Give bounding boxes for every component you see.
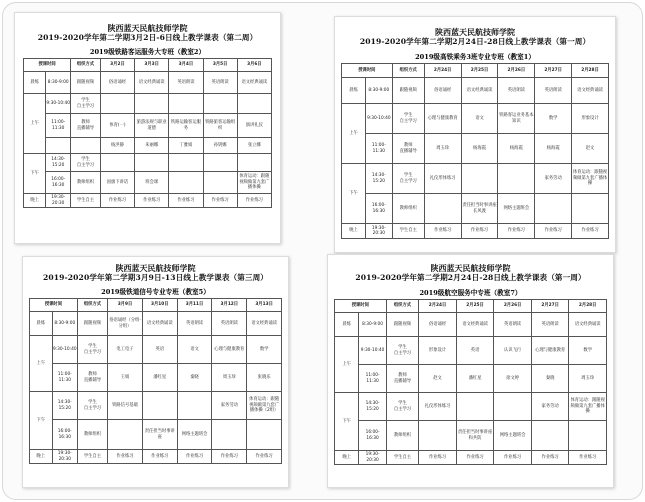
table-cell: 俗语诵经（分组·分组） [108, 312, 143, 336]
table-header-row [24, 59, 272, 72]
table-cell: 16:00-16:30 [366, 194, 393, 224]
term-title: 2019-2020学年第二学期3月9日-13日线上教学课表（第三周） [43, 273, 268, 282]
table-cell: 教师 直播辅导 [392, 134, 424, 164]
table-header-row [30, 299, 282, 312]
schedule-table [341, 63, 609, 239]
table-cell [100, 154, 134, 172]
table-cell: 19:30-20:30 [359, 451, 386, 465]
table-cell: 朱丽娜 [135, 138, 169, 154]
table-cell: 语文经典诵读 [142, 312, 177, 336]
table-cell: 形象设计 [419, 337, 457, 365]
table-row [335, 393, 607, 421]
table-cell: 作业练习 [461, 224, 498, 239]
table-cell: 学生自主 [77, 450, 107, 464]
table-cell: 上午 [30, 336, 53, 392]
table-cell: 英语朗读 [203, 72, 237, 94]
table-cell [177, 392, 212, 420]
table-cell [494, 393, 532, 421]
table-cell: 教师组织 [77, 420, 107, 450]
header-cell: 3月6日 [237, 59, 271, 72]
table-cell: 英语朗读 [535, 78, 572, 104]
table-cell: 19:30-20:30 [52, 450, 77, 464]
term-title: 2019-2020学年第二学期2月24日-28日线上教学课表（第一周） [355, 273, 586, 282]
header-cell: 3月5日 [203, 59, 237, 72]
table-cell: 杨洪静 [100, 138, 134, 154]
header-cell: 组织方式 [392, 64, 424, 78]
table-cell: 体育运动：跟随视频做第九套广播体操（2组） [247, 392, 282, 420]
schedule-table [29, 298, 282, 464]
table-cell: 铁路旅客运输组织 [203, 114, 237, 138]
table-cell: 作业练习 [572, 224, 609, 239]
table-cell: 学生 自主学习 [392, 164, 424, 194]
document-header [23, 257, 288, 283]
table-cell: 作业练习 [108, 450, 143, 464]
table-cell: 铁路信号基础 [108, 392, 143, 420]
table-cell: 秦晓 [531, 365, 569, 393]
table-header-row [335, 300, 607, 313]
table-row [342, 194, 609, 224]
table-cell: 语文经典诵读 [456, 313, 494, 337]
table-cell: 铁路运输客运服务 [169, 114, 203, 138]
table-cell: 晨练 [342, 78, 366, 104]
table-cell: 家务劳动 [531, 393, 569, 421]
table-cell: 心理与健康教育 [212, 336, 247, 364]
schedule-document-week1-class7 [327, 254, 614, 488]
table-cell [535, 194, 572, 224]
schedule-table [334, 299, 607, 465]
table-cell: 周玉珍 [569, 365, 607, 393]
header-cell: 授课时间 [24, 59, 71, 72]
table-cell: 下午 [24, 154, 46, 194]
table-cell: 作业练习 [212, 450, 247, 464]
table-cell: 19:30-20:30 [46, 194, 71, 208]
table-cell: 上午 [342, 104, 366, 164]
table-cell: 英语朗读 [212, 312, 247, 336]
table-cell: 晨练 [24, 72, 46, 94]
table-row [24, 138, 272, 154]
school-name: 陕西蓝天民航技师学院 [430, 263, 511, 273]
document-header [335, 17, 615, 47]
header-cell: 3月12日 [212, 299, 247, 312]
term-title: 2019-2020学年第二学期3月2日-6日线上教学课表（第二周） [37, 33, 258, 42]
table-cell: 认识飞行 [494, 337, 532, 365]
table-cell: 潘红星 [142, 364, 177, 392]
table-cell: 教师组织 [71, 172, 101, 194]
table-cell: 跟随视频 [392, 78, 424, 104]
table-cell: 秦晓 [177, 364, 212, 392]
table-row [342, 134, 609, 164]
table-cell: 作业练习 [247, 450, 282, 464]
table-cell: 9:30-10:40 [52, 336, 77, 364]
table-cell: 语文经典诵读 [461, 78, 498, 104]
table-cell: 潘红星 [456, 365, 494, 393]
table-cell: 9:30-10:40 [46, 94, 71, 114]
table-row [24, 72, 272, 94]
table-cell: 16:00-16:30 [52, 420, 77, 450]
table-row [342, 104, 609, 134]
table-cell: 数学 [569, 337, 607, 365]
table-cell: 数学 [535, 104, 572, 134]
table-cell: 晚上 [30, 450, 53, 464]
table-cell: 语文经典诵读 [572, 78, 609, 104]
header-cell: 2月28日 [572, 64, 609, 78]
class-subtitle: 2019级铁路客运服务大专班（教室2） [89, 48, 206, 56]
table-cell [142, 392, 177, 420]
table-cell: 9:30-10:40 [359, 337, 386, 365]
table-cell: 学生 自主学习 [386, 393, 419, 421]
header-cell: 2月26日 [494, 300, 532, 313]
table-cell: 责任担当时事讲座长风渡 [461, 194, 498, 224]
table-cell: 赵文 [572, 134, 609, 164]
table-cell: 俗语诵经 [424, 78, 461, 104]
table-cell [46, 138, 71, 154]
table-cell: 学生 自主学习 [77, 336, 107, 364]
table-cell: 14:30-15:20 [359, 393, 386, 421]
header-cell: 3月13日 [247, 299, 282, 312]
table-cell: 14:30-15:20 [46, 154, 71, 172]
table-cell: 作业练习 [498, 224, 535, 239]
table-cell: 11:00-11:30 [46, 114, 71, 138]
table-cell [572, 194, 609, 224]
table-cell: 教师组织 [386, 421, 419, 451]
table-cell: 张晓乐 [247, 364, 282, 392]
table-cell [135, 94, 169, 114]
table-cell [456, 393, 494, 421]
schedule-table [23, 58, 272, 208]
table-cell: 作业练习 [535, 224, 572, 239]
schedule-document-week1-class1 [334, 16, 616, 253]
table-cell: 学生自主 [392, 224, 424, 239]
table-cell: 心理与健康教育 [531, 337, 569, 365]
table-cell [108, 420, 143, 450]
table-cell: 班会课 [135, 172, 169, 194]
table-cell: 心理与健康教育 [424, 104, 461, 134]
table-row [335, 337, 607, 365]
table-cell: 家务劳动 [535, 164, 572, 194]
table-cell: 铁路客运业务基本知识 [498, 104, 535, 134]
table-cell: 数学 [247, 336, 282, 364]
table-cell: 作业练习 [169, 194, 203, 208]
table-cell: 作业练习 [531, 451, 569, 465]
table-cell: 8:30-9:00 [52, 312, 77, 336]
school-name: 陕西蓝天民航技师学院 [115, 263, 196, 273]
table-cell: 英语朗读 [498, 78, 535, 104]
document-header [328, 255, 613, 283]
header-cell: 3月9日 [108, 299, 143, 312]
table-row [30, 392, 282, 420]
table-cell: 作业练习 [177, 450, 212, 464]
table-cell: 杨海霞 [461, 134, 498, 164]
table-cell: 英语朗读 [177, 312, 212, 336]
table-cell: 19:30-20:30 [366, 224, 393, 239]
table-cell: 孙钥娜 [203, 138, 237, 154]
table-cell [461, 164, 498, 194]
table-cell: 11:00-11:30 [52, 364, 77, 392]
table-cell [100, 94, 134, 114]
table-cell: 学生 自主学习 [71, 154, 101, 172]
table-cell: 体育运动：跟随视频做第九套广播体操 [572, 164, 609, 194]
school-name: 陕西蓝天民航技师学院 [107, 23, 188, 33]
table-cell: 英语 [142, 336, 177, 364]
header-cell: 3月11日 [177, 299, 212, 312]
header-cell: 组织方式 [71, 59, 101, 72]
table-cell: 下午 [335, 393, 359, 451]
table-cell: 学生 自主学习 [392, 104, 424, 134]
header-cell: 3月10日 [142, 299, 177, 312]
table-cell [71, 138, 101, 154]
table-cell: 16:00-16:30 [46, 172, 71, 194]
table-cell [203, 94, 237, 114]
table-cell: 杨海霞 [535, 134, 572, 164]
table-cell: 家务劳动 [212, 392, 247, 420]
table-cell [169, 172, 203, 194]
table-cell: 11:00-11:30 [359, 365, 386, 393]
header-cell: 组织方式 [77, 299, 107, 312]
table-cell: 英语 [456, 337, 494, 365]
table-row [342, 78, 609, 104]
table-cell: 8:30-9:00 [366, 78, 393, 104]
table-cell: 上午 [335, 337, 359, 393]
table-row [342, 224, 609, 239]
table-row [30, 364, 282, 392]
header-cell: 2月28日 [569, 300, 607, 313]
table-cell: 作业练习 [100, 194, 134, 208]
table-cell [203, 172, 237, 194]
table-cell: 语文经典诵读 [135, 72, 169, 94]
table-cell: 作业练习 [424, 224, 461, 239]
table-cell [212, 420, 247, 450]
table-cell: 演讲礼仪 [237, 114, 271, 138]
header-cell: 2月26日 [498, 64, 535, 78]
table-cell [237, 94, 271, 114]
table-cell: 语文 [461, 104, 498, 134]
table-cell: 作业练习 [494, 451, 532, 465]
table-cell: 教师组织 [392, 194, 424, 224]
table-row [335, 365, 607, 393]
table-cell [247, 420, 282, 450]
table-cell [169, 94, 203, 114]
table-row [335, 421, 607, 451]
table-cell: 下午 [30, 392, 53, 450]
table-cell: 礼仪形体练习 [419, 393, 457, 421]
table-cell: 学生 自主学习 [386, 337, 419, 365]
table-cell: 语文经典诵读 [569, 313, 607, 337]
table-cell [135, 154, 169, 172]
table-cell: 作业练习 [569, 451, 607, 465]
table-cell: 网络主题班会 [177, 420, 212, 450]
table-cell: 体育运动：跟随视频做第九套广播体操 [569, 393, 607, 421]
table-cell [498, 164, 535, 194]
table-row [24, 194, 272, 208]
table-cell: 责任担当时事讲座和共防 [456, 421, 494, 451]
table-cell [419, 421, 457, 451]
table-cell: 旅游法规与职业道德 [135, 114, 169, 138]
table-cell: 教师 直播辅导 [77, 364, 107, 392]
table-cell: 学生 自主学习 [77, 392, 107, 420]
class-subtitle: 2019级高铁乘务3班专业专班（教室1） [415, 53, 535, 61]
table-cell [169, 154, 203, 172]
table-cell: 晚上 [342, 224, 366, 239]
table-cell: 英语朗读 [531, 313, 569, 337]
table-row [30, 420, 282, 450]
table-cell: 11:00-11:30 [366, 134, 393, 164]
table-cell: 跟随视频 [71, 72, 101, 94]
table-cell: 作业练习 [419, 451, 457, 465]
header-cell: 2月25日 [456, 300, 494, 313]
table-row [30, 450, 282, 464]
table-cell: 国旗下讲话 [100, 172, 134, 194]
table-cell: 9:30-10:40 [366, 104, 393, 134]
table-cell: 跟随视频 [386, 313, 419, 337]
table-cell: 学生自主 [71, 194, 101, 208]
document-header [15, 13, 280, 43]
header-cell: 授课时间 [342, 64, 393, 78]
table-cell [237, 154, 271, 172]
table-cell: 上午 [24, 94, 46, 154]
header-cell: 2月24日 [424, 64, 461, 78]
schedule-document-week3 [22, 256, 289, 488]
table-cell [424, 194, 461, 224]
table-cell: 杨海霞 [498, 134, 535, 164]
table-cell: 赵文 [419, 365, 457, 393]
table-row [24, 172, 272, 194]
table-cell: 责任担当时事讲座 [142, 420, 177, 450]
table-cell: 跟随视频 [77, 312, 107, 336]
table-cell: 8:30-9:00 [46, 72, 71, 94]
table-row [24, 94, 272, 114]
table-row [30, 312, 282, 336]
class-subtitle: 2019级航空服务中专班（教室7） [419, 289, 522, 297]
table-cell: 王娟 [108, 364, 143, 392]
table-cell: 丁雅娟 [169, 138, 203, 154]
table-cell: 16:00-16:30 [359, 421, 386, 451]
schedule-document-week2 [14, 12, 281, 244]
header-cell: 2月25日 [461, 64, 498, 78]
school-name: 陕西蓝天民航技师学院 [435, 27, 515, 37]
table-cell: 英语朗读 [169, 72, 203, 94]
header-cell: 2月24日 [419, 300, 457, 313]
term-title: 2019-2020学年第二学期2月24日-28日线上教学课表（第一周） [359, 37, 591, 46]
table-cell: 语文经典诵读 [247, 312, 282, 336]
table-header-row [342, 64, 609, 78]
header-cell: 2月27日 [535, 64, 572, 78]
table-cell: 作业练习 [203, 194, 237, 208]
table-row [335, 451, 607, 465]
table-cell: 作业练习 [135, 194, 169, 208]
header-cell: 3月3日 [135, 59, 169, 72]
table-cell: 学生自主 [386, 451, 419, 465]
table-row [335, 313, 607, 337]
table-cell: 晚上 [335, 451, 359, 465]
table-cell: 8:30-9:00 [359, 313, 386, 337]
table-cell: 作业练习 [237, 194, 271, 208]
table-cell: 徐文婷 [494, 365, 532, 393]
table-cell: 作业练习 [456, 451, 494, 465]
table-cell: 电工电子 [108, 336, 143, 364]
table-cell: 晨练 [30, 312, 53, 336]
table-cell [531, 421, 569, 451]
table-cell: 教师 直播辅导 [71, 114, 101, 138]
table-cell: 学生 自主学习 [71, 94, 101, 114]
header-cell: 授课时间 [335, 300, 387, 313]
table-cell: 形象设计 [572, 104, 609, 134]
class-subtitle: 2019级铁道信号专业专班（教室5） [101, 288, 210, 296]
table-cell: 语文经典诵读 [237, 72, 271, 94]
table-cell: 体育运动：跟随视频做第九套广播体操 [237, 172, 271, 194]
table-cell: 下午 [342, 164, 366, 224]
table-cell: 俗语诵经 [419, 313, 457, 337]
header-cell: 授课时间 [30, 299, 78, 312]
table-row [24, 154, 272, 172]
table-cell: 英语朗读 [494, 313, 532, 337]
table-cell: 晨练 [335, 313, 359, 337]
table-cell: 教师 直播辅导 [386, 365, 419, 393]
table-cell [569, 421, 607, 451]
table-cell: 网络主题班会 [498, 194, 535, 224]
table-cell: 周玉珍 [212, 364, 247, 392]
table-row [24, 114, 272, 138]
table-row [342, 164, 609, 194]
header-cell: 3月2日 [100, 59, 134, 72]
table-cell [203, 154, 237, 172]
header-cell: 2月27日 [531, 300, 569, 313]
table-cell: 14:30-15:20 [52, 392, 77, 420]
table-cell: 语文 [177, 336, 212, 364]
table-cell: 体育(一) [100, 114, 134, 138]
table-cell: 网络主题班会 [494, 421, 532, 451]
table-cell: 作业练习 [142, 450, 177, 464]
table-cell: 14:30-15:20 [366, 164, 393, 194]
header-cell: 组织方式 [386, 300, 419, 313]
table-cell: 周玉珍 [424, 134, 461, 164]
table-cell: 俗语诵经 [100, 72, 134, 94]
table-cell: 礼仪形体练习 [424, 164, 461, 194]
table-row [30, 336, 282, 364]
header-cell: 3月4日 [169, 59, 203, 72]
table-cell: 张立娜 [237, 138, 271, 154]
table-cell: 晚上 [24, 194, 46, 208]
